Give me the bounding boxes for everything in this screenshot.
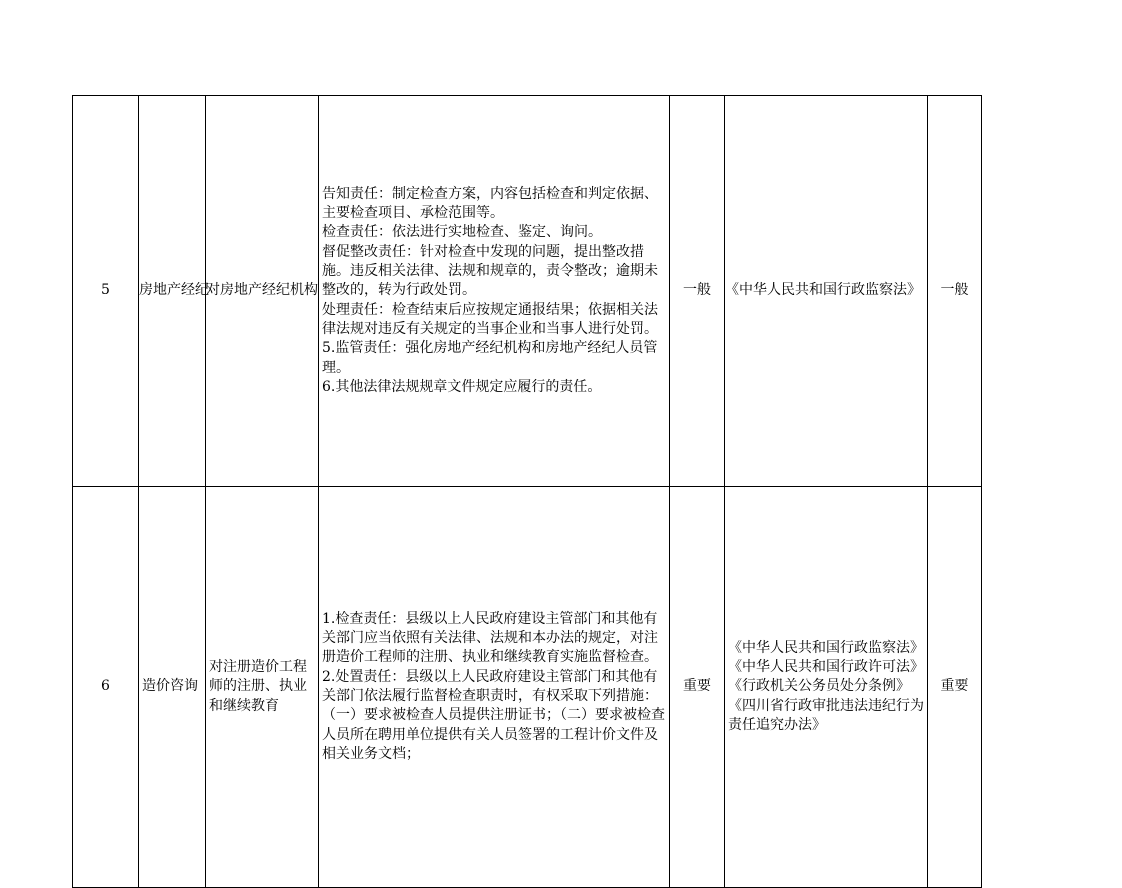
table-row: [73, 487, 982, 888]
table-row: [73, 96, 982, 487]
level2-cell: 重要: [928, 487, 982, 888]
responsibility-table: [72, 95, 982, 888]
category-cell: 房地产经纪: [139, 96, 206, 487]
responsibility-line: 5.监管责任：强化房地产经纪机构和房地产经纪人员管理。: [322, 340, 658, 376]
level-cell: 一般: [670, 96, 725, 487]
responsibility-line: 告知责任：制定检查方案，内容包括检查和判定依据、主要检查项目、承检范围等。: [322, 185, 658, 222]
item-cell: 对注册造价工程师的注册、执业和继续教育: [206, 487, 319, 888]
responsibility-cell: [319, 487, 670, 888]
responsibility-line: 处理责任：检查结束后应按规定通报结果；依据相关法律法规对违反有关规定的当事企业和当事人进行处罚。: [322, 301, 658, 337]
responsibility-line: 检查责任：依法进行实地检查、鉴定、询问。: [322, 224, 602, 241]
basis-cell: 《中华人民共和国行政监察法》《中华人民共和国行政许可法》《行政机关公务员处分条例》《四川省行政审批违法违纪行为责任追究办法》: [725, 487, 928, 888]
item-cell: 对房地产经纪机构: [206, 96, 319, 487]
table-viewport: [72, 95, 982, 762]
row-number-cell: 6: [73, 487, 139, 888]
basis-cell: 《中华人民共和国行政监察法》: [725, 96, 928, 487]
row-number-cell: 5: [73, 96, 139, 487]
responsibility-line: 1.检查责任：县级以上人民政府建设主管部门和其他有关部门应当依照有关法律、法规和本办法的规定，对注册造价工程师的注册、执业和继续教育实施监督检查。: [322, 610, 658, 666]
category-cell: 造价咨询: [139, 487, 206, 888]
level-cell: 重要: [670, 487, 725, 888]
level2-cell: 一般: [928, 96, 982, 487]
responsibility-line: 6.其他法律法规规章文件规定应履行的责任。: [322, 378, 602, 395]
responsibility-line: 督促整改责任：针对检查中发现的问题，提出整改措施。违反相关法律、法规和规章的，责令整改；逾期未整改的，转为行政处罚。: [322, 243, 658, 299]
responsibility-line: 2.处置责任：县级以上人民政府建设主管部门和其他有关部门依法履行监督检查职责时，有权采取下列措施：（一）要求被检查人员提供注册证书；（二）要求被检查人员所在聘用单位提供有关人员签署的工程计价文件及相关业务文档；: [322, 668, 665, 762]
responsibility-cell: [319, 96, 670, 487]
